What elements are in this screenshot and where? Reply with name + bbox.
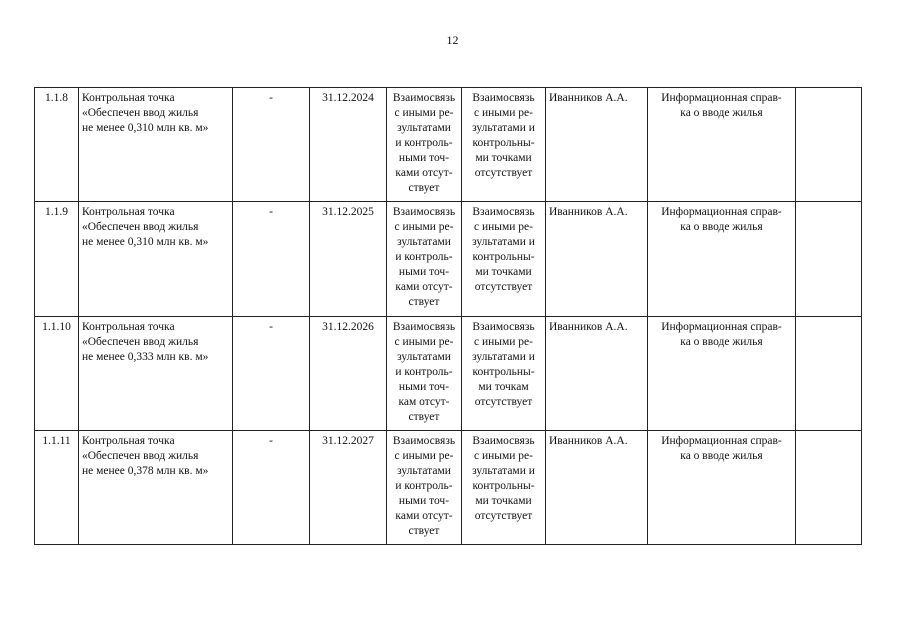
relation-line: и контроль- [395, 479, 453, 492]
row-number-cell [35, 202, 79, 316]
date-cell [310, 88, 387, 202]
document-cell [648, 88, 796, 202]
relation-line: с иными ре- [394, 107, 454, 119]
row-number: 1.1.11 [42, 434, 71, 447]
responsible-cell [546, 202, 648, 316]
relation-line: зультатами [397, 464, 451, 477]
relation-line: с иными ре- [473, 221, 533, 234]
relation-line: ми точкам [478, 380, 529, 393]
name-line: Контрольная точка [82, 206, 175, 219]
document-line: Информационная справ- [661, 320, 782, 333]
dash-value: - [269, 206, 273, 219]
relation-line: с иными ре- [394, 335, 454, 348]
document-cell [648, 202, 796, 316]
document-line: ка о вводе жилья [680, 107, 763, 119]
responsible-value: Иванников А.А. [549, 434, 628, 447]
dash-value: - [269, 92, 273, 104]
document-cell [648, 316, 796, 430]
name-line: «Обеспечен ввод жилья [82, 221, 199, 234]
name-line: «Обеспечен ввод жилья [82, 449, 199, 462]
name-line: не менее 0,310 млн кв. м» [82, 236, 209, 249]
dash-cell [233, 202, 310, 316]
document-cell [648, 430, 796, 544]
relation-points-cell [462, 88, 546, 202]
relation-line: отсутствует [474, 395, 533, 408]
responsible-value: Иванников А.А. [549, 206, 628, 219]
responsible-cell [546, 88, 648, 202]
document-line: ка о вводе жилья [680, 335, 763, 348]
relation-points-cell [462, 430, 546, 544]
date-cell [310, 430, 387, 544]
relation-line: Взаимосвязь [472, 206, 535, 219]
name-cell [79, 202, 233, 316]
document-line: Информационная справ- [661, 92, 782, 104]
relation-line: Взаимосвязь [392, 206, 456, 219]
relation-line: ми точками [475, 494, 532, 507]
relation-line: и контроль- [395, 365, 453, 378]
relation-line: кам отсут- [398, 395, 450, 408]
extra-cell [796, 316, 862, 430]
relation-line: зультатами и [472, 236, 535, 249]
document-line: ка о вводе жилья [680, 221, 763, 234]
relation-line: с иными ре- [473, 449, 533, 462]
responsible-value: Иванников А.А. [549, 320, 628, 333]
responsible-value: Иванников А.А. [549, 92, 628, 104]
relation-line: зультатами [397, 236, 451, 249]
relation-line: ствует [408, 410, 440, 423]
dash-cell [233, 430, 310, 544]
relation-line: с иными ре- [473, 335, 533, 348]
row-number-cell [35, 316, 79, 430]
relation-line: ствует [408, 182, 440, 194]
relation-line: Взаимосвязь [472, 434, 535, 447]
name-cell [79, 88, 233, 202]
row-number-cell [35, 430, 79, 544]
relation-line: зультатами и [472, 350, 535, 363]
relation-line: отсутствует [474, 281, 533, 294]
date-value: 31.12.2026 [322, 320, 374, 333]
extra-cell [796, 430, 862, 544]
relation-line: ными точ- [398, 380, 450, 393]
row-number-cell [35, 88, 79, 202]
extra-cell [796, 88, 862, 202]
relation-line: зультатами [397, 350, 451, 363]
relation-points-cell [462, 202, 546, 316]
document-line: Информационная справ- [661, 206, 782, 219]
relation-line: ствует [408, 524, 440, 537]
date-value: 31.12.2025 [322, 206, 374, 219]
table-row [35, 202, 862, 316]
relation-results-cell [387, 316, 462, 430]
table-row [35, 316, 862, 430]
date-value: 31.12.2027 [322, 434, 374, 447]
name-cell [79, 430, 233, 544]
relation-line: Взаимосвязь [472, 92, 535, 104]
row-number: 1.1.9 [45, 206, 68, 219]
responsible-cell [546, 430, 648, 544]
relation-line: зультатами [397, 122, 451, 134]
relation-line: Взаимосвязь [392, 320, 456, 333]
relation-results-cell [387, 88, 462, 202]
relation-line: ствует [408, 296, 440, 309]
relation-line: с иными ре- [394, 221, 454, 234]
relation-line: с иными ре- [473, 107, 533, 119]
responsible-cell [546, 316, 648, 430]
relation-line: ными точ- [398, 152, 450, 164]
name-line: не менее 0,310 млн кв. м» [82, 122, 209, 134]
name-line: Контрольная точка [82, 92, 175, 104]
row-number: 1.1.10 [42, 320, 71, 333]
dash-value: - [269, 434, 273, 447]
relation-line: и контроль- [395, 251, 453, 264]
table-row [35, 88, 862, 202]
dash-cell [233, 316, 310, 430]
relation-line: ными точ- [398, 266, 450, 279]
relation-line: ками отсут- [395, 509, 453, 522]
date-value: 31.12.2024 [322, 92, 374, 104]
relation-points-cell [462, 316, 546, 430]
row-number: 1.1.8 [45, 92, 68, 104]
relation-line: ными точ- [398, 494, 450, 507]
relation-results-cell [387, 430, 462, 544]
relation-line: с иными ре- [394, 449, 454, 462]
relation-line: и контроль- [395, 137, 453, 149]
relation-line: ми точками [475, 152, 532, 164]
dash-value: - [269, 320, 273, 333]
name-line: Контрольная точка [82, 320, 175, 333]
relation-line: контрольны- [472, 137, 535, 149]
relation-line: отсутствует [474, 167, 533, 179]
relation-line: Взаимосвязь [472, 320, 535, 333]
name-line: не менее 0,378 млн кв. м» [82, 464, 209, 477]
date-cell [310, 202, 387, 316]
name-line: «Обеспечен ввод жилья [82, 107, 199, 119]
name-line: Контрольная точка [82, 434, 175, 447]
relation-line: контрольны- [472, 479, 535, 492]
relation-line: зультатами и [472, 464, 535, 477]
table-row [35, 430, 862, 544]
relation-line: Взаимосвязь [392, 434, 456, 447]
dash-cell [233, 88, 310, 202]
relation-line: контрольны- [472, 365, 535, 378]
relation-line: контрольны- [472, 251, 535, 264]
relation-line: Взаимосвязь [392, 92, 456, 104]
relation-results-cell [387, 202, 462, 316]
relation-line: ми точками [475, 266, 532, 279]
page-number: 12 [446, 33, 459, 47]
extra-cell [796, 202, 862, 316]
relation-line: отсутствует [474, 509, 533, 522]
date-cell [310, 316, 387, 430]
document-line: ка о вводе жилья [680, 449, 763, 462]
name-line: не менее 0,333 млн кв. м» [82, 350, 209, 363]
name-cell [79, 316, 233, 430]
relation-line: зультатами и [472, 122, 535, 134]
control-points-table [34, 87, 862, 545]
relation-line: ками отсут- [395, 167, 453, 179]
relation-line: ками отсут- [395, 281, 453, 294]
document-line: Информационная справ- [661, 434, 782, 447]
name-line: «Обеспечен ввод жилья [82, 335, 199, 348]
